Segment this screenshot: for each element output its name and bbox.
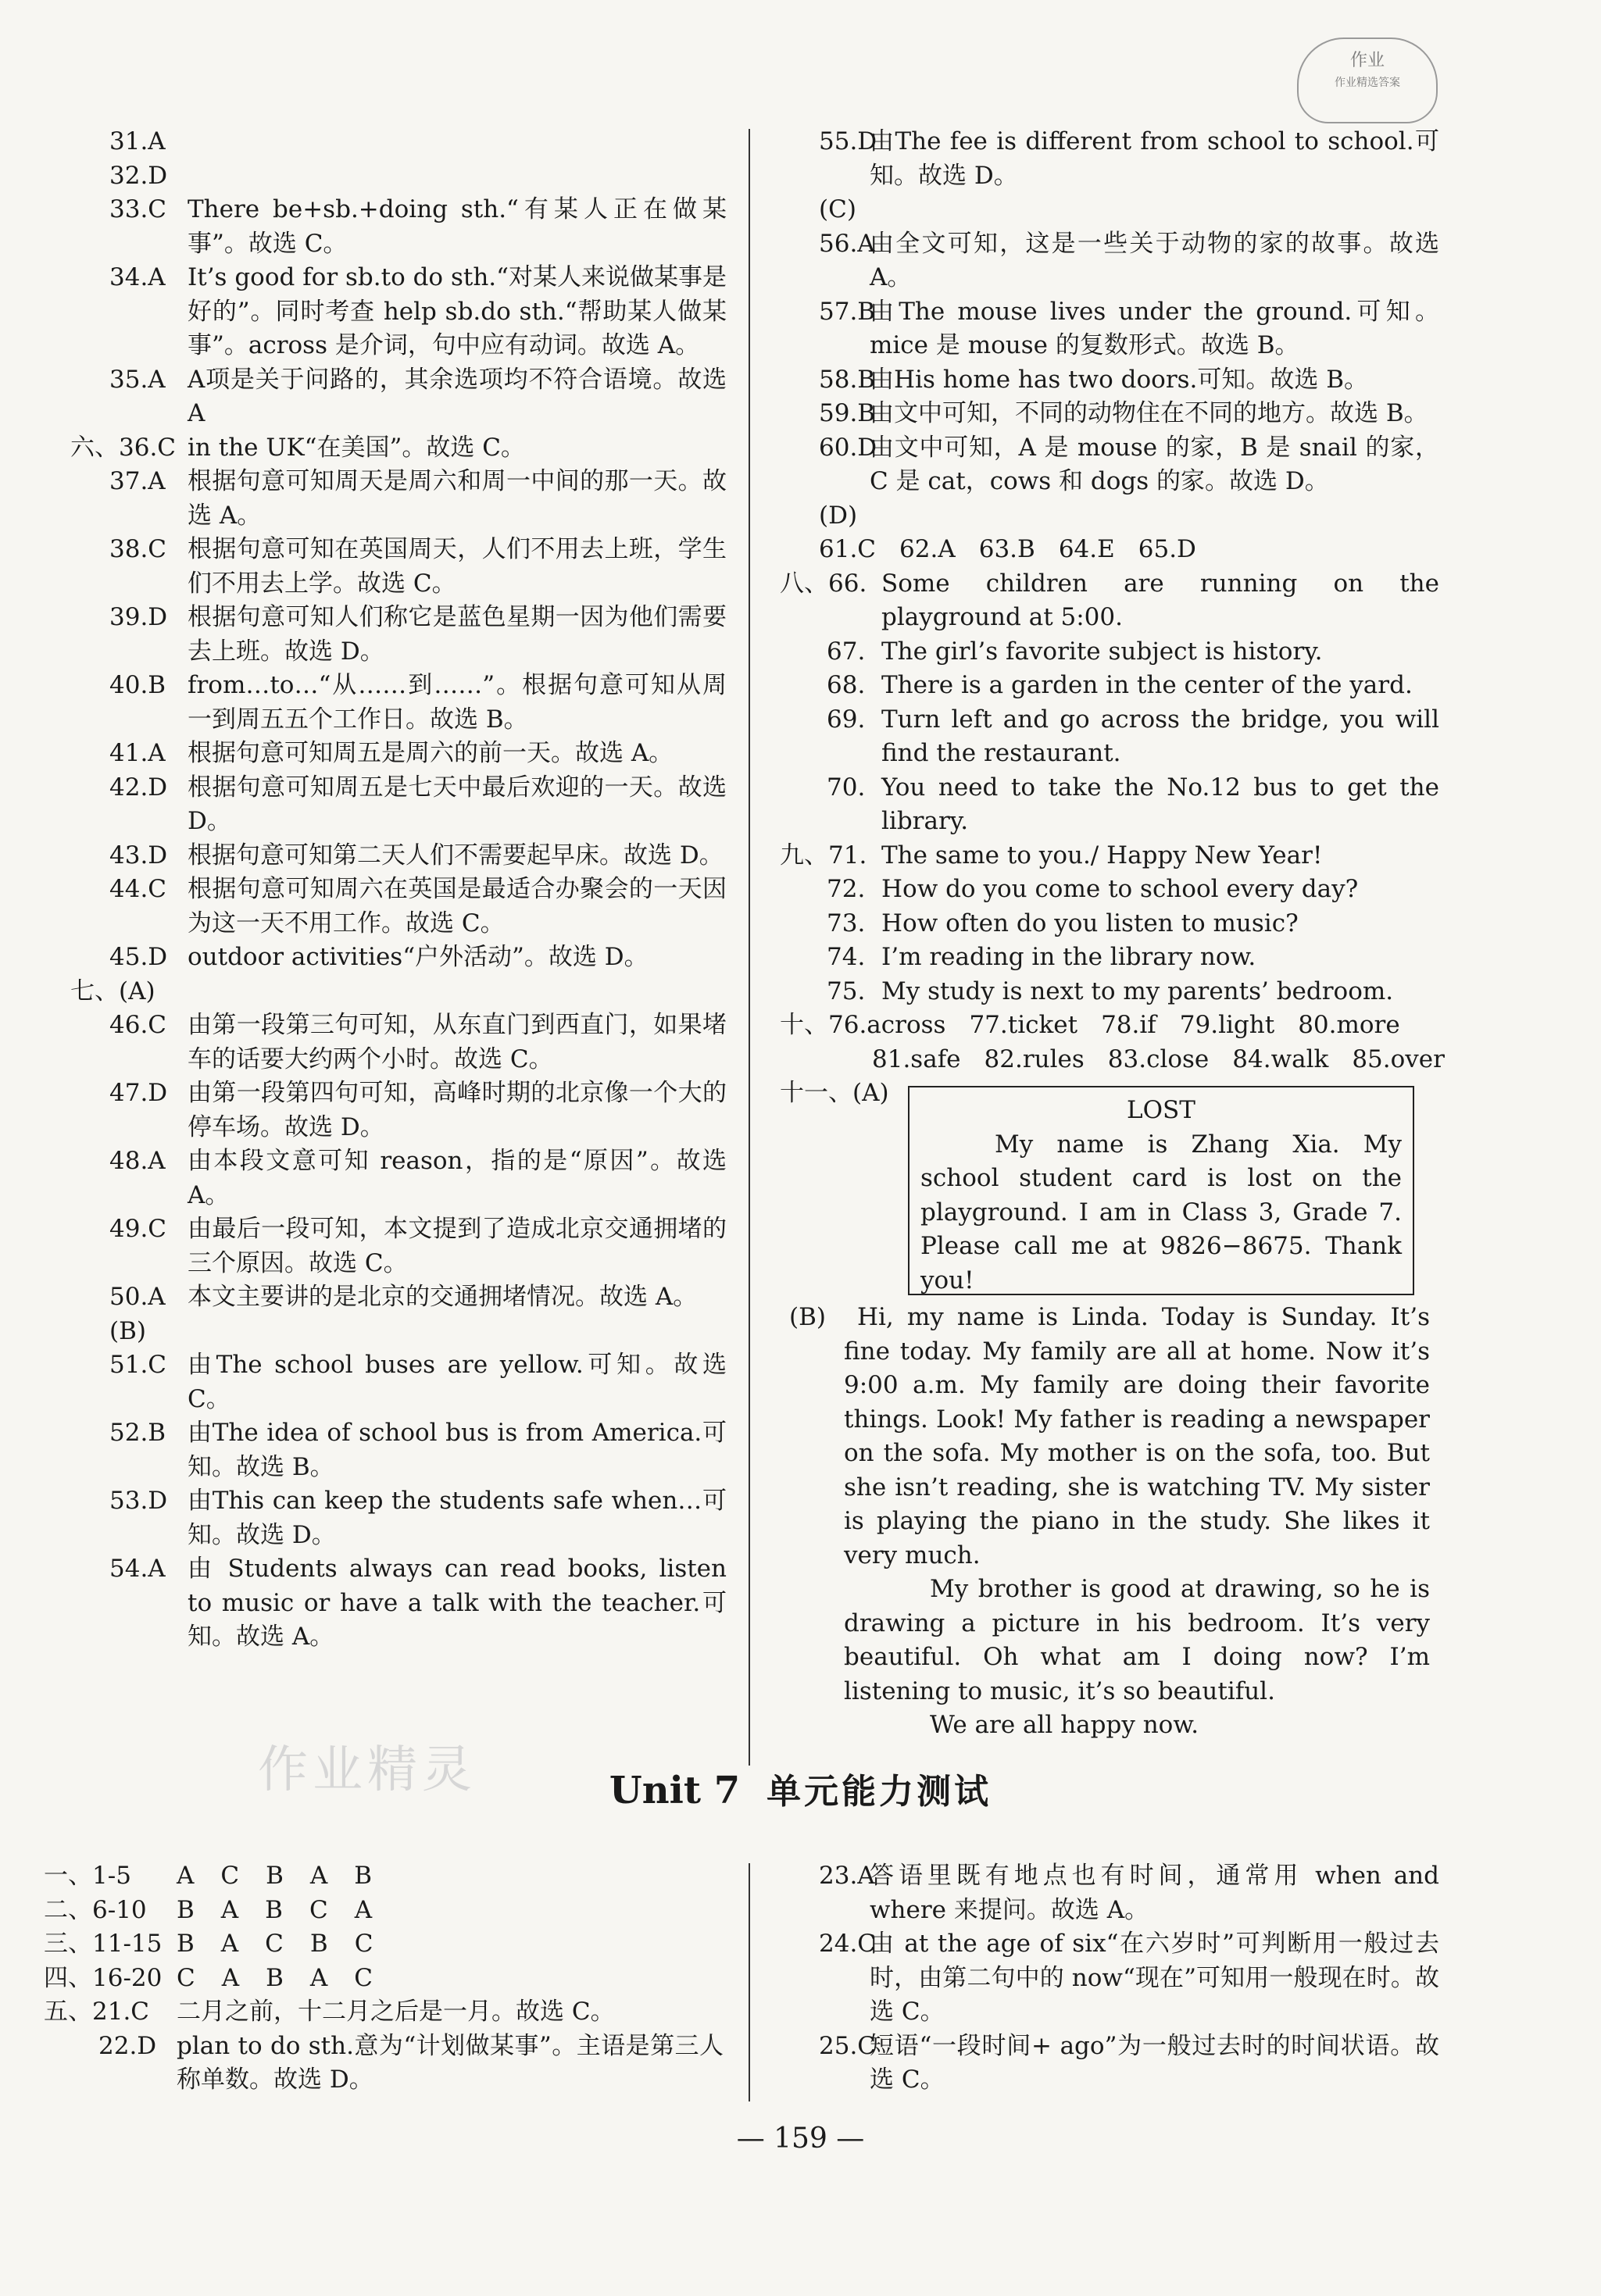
answer-explanation: 由The idea of school bus is from America.可知。故选 B。: [188, 1419, 727, 1481]
bottom-left-items: [44, 1995, 724, 2098]
mc-answer-row: [44, 1859, 724, 1894]
answer-number: 55.D: [819, 127, 877, 155]
answer-explanation: 由最后一段可知，本文提到了造成北京交通拥堵的三个原因。故选 C。: [188, 1215, 727, 1277]
answer-number: 49.C: [109, 1215, 167, 1243]
mc-letter: B: [309, 1930, 328, 1958]
mc-row-letters: [177, 1859, 398, 1894]
answer-explanation: 由This can keep the students safe when…可知。故选 D。: [188, 1487, 727, 1549]
answer-number: 25.C: [819, 2031, 877, 2060]
section-9: [780, 839, 1439, 1009]
section-8: [780, 567, 1439, 839]
answer-number: 59.B: [819, 399, 876, 427]
inline-answer: 85.over: [1352, 1044, 1445, 1073]
answer-number: 31.A: [109, 127, 166, 155]
inline-answer: 78.if: [1101, 1011, 1156, 1039]
mc-letter: B: [177, 1930, 195, 1958]
answer-explanation: 本文主要讲的是北京的交通拥堵情况。故选 A。: [188, 1283, 698, 1311]
answer-item: [780, 499, 1439, 534]
answer-explanation: 答语里既有地点也有时间，通常用 when and where 来提问。故选 A。: [870, 1862, 1439, 1924]
answer-item: [70, 771, 727, 839]
mc-letter: C: [354, 1930, 373, 1958]
answer-item: [70, 1416, 727, 1484]
answer-explanation: 由全文可知，这是一些关于动物的家的故事。故选 A。: [870, 229, 1439, 291]
answer-item: [780, 771, 1439, 839]
mc-letter: B: [354, 1862, 373, 1890]
answer-explanation: There is a garden in the center of the yard.: [881, 671, 1413, 699]
answer-explanation: Some children are running on the playground at 5:00.: [881, 569, 1439, 631]
answer-item: [780, 567, 1439, 635]
answer-explanation: The same to you./ Happy New Year!: [881, 841, 1323, 869]
inline-answer: 77.ticket: [969, 1011, 1078, 1039]
answer-number: 六、36.C: [70, 433, 177, 462]
unit-title: [0, 1767, 1601, 1816]
answer-item: [70, 1280, 727, 1315]
inline-answer: 79.light: [1179, 1011, 1275, 1039]
unit-title-en: Unit 7: [609, 1769, 741, 1812]
answer-item: [70, 737, 727, 771]
answer-explanation: I’m reading in the library now.: [881, 943, 1256, 971]
column-divider: [749, 129, 750, 1766]
answer-item: [44, 1995, 724, 2030]
answer-number: 40.B: [109, 671, 166, 699]
answer-item: [44, 2030, 724, 2098]
answer-number: 33.C: [109, 195, 167, 223]
mc-letter: B: [266, 1963, 284, 1992]
inline-answer: 62.A: [899, 535, 956, 563]
lost-notice: [908, 1086, 1414, 1295]
answer-number: 50.A: [109, 1283, 166, 1311]
inline-answer: 64.E: [1058, 535, 1115, 563]
mc-letter: B: [265, 1895, 283, 1924]
passage-b: [789, 1301, 1430, 1743]
answer-item: [70, 1144, 727, 1212]
answer-explanation: You need to take the No.12 bus to get the library.: [881, 773, 1439, 835]
answer-number: 42.D: [109, 773, 168, 802]
answer-item: [70, 1484, 727, 1552]
answer-item: [70, 1552, 727, 1655]
answer-explanation: 由His home has two doors.可知。故选 B。: [870, 365, 1369, 394]
answer-number: 47.D: [109, 1079, 168, 1107]
answer-number: 24.C: [819, 1930, 877, 1958]
answer-number: 52.B: [109, 1419, 166, 1447]
inline-answer: 81.safe: [872, 1044, 961, 1073]
inline-answer: 63.B: [978, 535, 1035, 563]
lost-notice-title: LOST: [1127, 1096, 1195, 1124]
answer-explanation: How often do you listen to music?: [881, 909, 1299, 937]
answer-item: [70, 1315, 727, 1349]
answer-item: [780, 873, 1439, 907]
answer-number: 46.C: [109, 1011, 167, 1039]
answer-number: 32.D: [109, 161, 168, 190]
watermark: 作业精灵: [258, 1741, 477, 1799]
stamp-subtitle: 作业精选答案: [1335, 77, 1400, 89]
answer-number: 56.A: [819, 229, 875, 258]
answer-number: 39.D: [109, 603, 168, 631]
answer-item: [70, 601, 727, 669]
answer-explanation: 根据句意可知在英国周天，人们不用去上班，学生们不用去上学。故选 C。: [188, 535, 727, 598]
answer-number: 五、21.C: [44, 1998, 150, 2026]
answer-item: [780, 431, 1439, 499]
answer-number: 75.: [827, 977, 866, 1005]
answer-number: 67.: [827, 637, 866, 666]
answer-item: [70, 533, 727, 601]
answer-number: 72.: [827, 875, 866, 903]
answer-item: [70, 465, 727, 533]
answer-item: [780, 669, 1439, 703]
answer-item: [780, 703, 1439, 771]
mc-letter: A: [177, 1862, 195, 1890]
answer-explanation: 根据句意可知周天是周六和周一中间的那一天。故选 A。: [188, 467, 727, 530]
answer-number: 35.A: [109, 365, 166, 394]
answer-number: 34.A: [109, 263, 166, 291]
inline-answer: 83.close: [1107, 1044, 1210, 1073]
answer-item: [70, 363, 727, 431]
right-items: [780, 125, 1439, 533]
answer-number: 37.A: [109, 467, 166, 495]
stamp-title: 作业: [1349, 51, 1385, 70]
answer-number: 69.: [827, 705, 866, 734]
answer-item: [70, 431, 727, 466]
answer-number: 60.D: [819, 433, 877, 462]
answer-number: 22.D: [98, 2031, 157, 2060]
answer-item: [780, 125, 1439, 193]
mc-row-letters: [177, 1894, 398, 1928]
left-answer-column: [70, 125, 727, 1655]
answer-explanation: Turn left and go across the bridge, you will find the restaurant.: [881, 705, 1439, 767]
answer-explanation: plan to do sth.意为“计划做某事”。主语是第三人称单数。故选 D。: [177, 2031, 724, 2094]
answer-number: 68.: [827, 671, 866, 699]
answer-item: [780, 941, 1439, 975]
answer-explanation: in the UK“在美国”。故选 C。: [188, 433, 525, 462]
answer-explanation: 由本段文意可知 reason，指的是“原因”。故选 A。: [188, 1147, 727, 1209]
mc-row-label: 二、6-10: [44, 1895, 147, 1924]
answer-explanation: There be+sb.+doing sth.“有某人正在做某事”。故选 C。: [188, 195, 727, 258]
answer-number: (B): [109, 1316, 146, 1345]
answer-explanation: How do you come to school every day?: [881, 875, 1359, 903]
answer-item: [70, 873, 727, 941]
bottom-right-column: [780, 1859, 1439, 2098]
answer-item: [70, 975, 727, 1009]
mc-letter: C: [309, 1895, 328, 1924]
answer-explanation: 由The mouse lives under the ground.可知。mice 是 mouse 的复数形式。故选 B。: [870, 297, 1439, 359]
mc-letter: B: [177, 1895, 195, 1924]
mc-answer-row: [44, 1927, 724, 1962]
passage-b-text1: Hi, my name is Linda. Today is Sunday. It’s fine today. My family are all at home. Now it’s 9:00 a.m. My family are doing their favorite things. Look! My father is reading a newspaper on the sofa. My mother is on the sofa, too. But she isn’t reading, she is watching TV. My sister is playing the piano in the study. She likes it very much.: [844, 1303, 1430, 1569]
passage-b-p2: My brother is good at drawing, so he is drawing a picture in his bedroom. It’s very beautiful. Oh what am I doing now? I’m listening to music, it’s so beautiful.: [844, 1575, 1430, 1705]
answer-number: (D): [819, 501, 858, 530]
answer-item: [70, 1348, 727, 1416]
answer-number: 43.D: [109, 841, 168, 869]
answer-explanation: 由 Students always can read books, listen to music or have a talk with the teacher.可知。故选 A。: [188, 1555, 727, 1651]
mc-letter: A: [309, 1862, 328, 1890]
mc-letter: C: [354, 1963, 373, 1992]
section-10-row2: [780, 1043, 1445, 1077]
answer-item: [70, 669, 727, 737]
column-divider-bottom: [749, 1863, 750, 2101]
answer-number: 45.D: [109, 943, 168, 971]
answer-explanation: 根据句意可知第二天人们不需要起早床。故选 D。: [188, 841, 724, 869]
answer-item: [780, 295, 1439, 363]
answer-explanation: 根据句意可知周五是七天中最后欢迎的一天。故选 D。: [188, 773, 727, 835]
answer-explanation: 由The fee is different from school to school.可知。故选 D。: [870, 127, 1439, 190]
answer-item: [70, 1077, 727, 1144]
answer-number: 48.A: [109, 1147, 166, 1175]
answer-item: [780, 1859, 1439, 1927]
mc-letter: B: [266, 1862, 284, 1890]
unit-title-cn: 单元能力测试: [767, 1772, 992, 1812]
answer-item: [70, 261, 727, 363]
answer-item: [780, 1927, 1439, 2030]
stamp-logo: [1297, 37, 1438, 123]
inline-answer: 80.more: [1298, 1011, 1400, 1039]
section-10-row1: [780, 1009, 1439, 1043]
answer-explanation: 由The school buses are yellow.可知。故选 C。: [188, 1351, 727, 1413]
answer-item: [780, 363, 1439, 398]
mc-letter: C: [177, 1963, 195, 1992]
mc-letter: C: [220, 1862, 240, 1890]
answer-number: 44.C: [109, 875, 167, 903]
answer-item: [70, 1009, 727, 1077]
mc-answer-row: [44, 1894, 724, 1928]
mc-row-letters: [177, 1962, 399, 1996]
answers-61-65: [780, 533, 1439, 567]
answer-number: 八、66.: [780, 569, 867, 598]
answer-item: [70, 193, 727, 261]
mc-letter: C: [265, 1930, 284, 1958]
answer-number: 74.: [827, 943, 866, 971]
answer-item: [70, 159, 727, 194]
answer-item: [780, 975, 1439, 1009]
answer-explanation: from…to…“从……到……”。根据句意可知从周一到周五五个工作日。故选 B。: [188, 671, 727, 734]
section-11-label: 十一、(A): [780, 1079, 889, 1107]
answer-explanation: A项是关于问路的，其余选项均不符合语境。故选 A: [188, 365, 727, 427]
answer-number: 九、71.: [780, 841, 867, 869]
answer-explanation: The girl’s favorite subject is history.: [881, 637, 1323, 666]
inline-answer: 十、76.across: [780, 1011, 946, 1039]
answer-explanation: 由第一段第三句可知，从东直门到西直门，如果堵车的话要大约两个小时。故选 C。: [188, 1011, 727, 1073]
answer-number: 58.B: [819, 365, 876, 394]
answer-number: (C): [819, 195, 856, 223]
right-answer-column: [780, 125, 1445, 1111]
mc-letter: A: [221, 1963, 240, 1992]
answer-number: 七、(A): [70, 977, 155, 1005]
mc-letter: A: [354, 1895, 373, 1924]
mc-row-label: 三、11-15: [44, 1930, 163, 1958]
inline-answer: 82.rules: [984, 1044, 1085, 1073]
bottom-left-column: [44, 1859, 724, 2098]
answer-number: 73.: [827, 909, 866, 937]
inline-answer: 65.D: [1138, 535, 1196, 563]
answer-explanation: 短语“一段时间+ ago”为一般过去时的时间状语。故选 C。: [870, 2031, 1439, 2094]
page-number: — 159 —: [736, 2123, 865, 2155]
passage-b-label: (B): [789, 1303, 826, 1331]
answer-explanation: outdoor activities“户外活动”。故选 D。: [188, 943, 649, 971]
inline-answer: 84.walk: [1232, 1044, 1329, 1073]
answer-explanation: My study is next to my parents’ bedroom.: [881, 977, 1394, 1005]
answer-explanation: 由 at the age of six“在六岁时”可判断用一般过去时，由第二句中的 now“现在”可知用一般现在时。故选 C。: [870, 1930, 1439, 2026]
answer-item: [780, 839, 1439, 873]
answer-number: 70.: [827, 773, 866, 802]
answer-item: [70, 941, 727, 975]
mc-letter: A: [309, 1963, 328, 1992]
answer-number: 23.A: [819, 1862, 875, 1890]
answer-number: 53.D: [109, 1487, 168, 1515]
answer-item: [780, 397, 1439, 431]
answer-number: 38.C: [109, 535, 167, 563]
mc-row-letters: [177, 1927, 399, 1962]
lost-notice-body: My name is Zhang Xia. My school student card is lost on the playground. I am in Class 3, Grade 7. Please call me at 9826−8675. Thank you!: [920, 1130, 1402, 1294]
answer-item: [780, 2030, 1439, 2098]
answer-number: 54.A: [109, 1555, 166, 1583]
answer-explanation: 由文中可知，A 是 mouse 的家，B 是 snail 的家，C 是 cat，cows 和 dogs 的家。故选 D。: [870, 433, 1439, 495]
answer-explanation: 二月之前，十二月之后是一月。故选 C。: [177, 1998, 615, 2026]
answer-explanation: 由文中可知，不同的动物住在不同的地方。故选 B。: [870, 399, 1428, 427]
passage-b-p1: [789, 1301, 1430, 1573]
inline-answer: 61.C: [819, 535, 877, 563]
mc-answer-row: [44, 1962, 724, 1996]
answer-explanation: 根据句意可知周六在英国是最适合办聚会的一天因为这一天不用工作。故选 C。: [188, 875, 727, 937]
mc-row-label: 一、1-5: [44, 1862, 131, 1890]
answer-item: [70, 1212, 727, 1280]
answer-item: [780, 907, 1439, 941]
answer-item: [780, 227, 1439, 295]
mc-letter: A: [220, 1895, 239, 1924]
answer-number: 41.A: [109, 739, 166, 767]
answer-item: [780, 635, 1439, 670]
answer-explanation: 由第一段第四句可知，高峰时期的北京像一个大的停车场。故选 D。: [188, 1079, 727, 1141]
answer-explanation: 根据句意可知人们称它是蓝色星期一因为他们需要去上班。故选 D。: [188, 603, 727, 666]
mc-letter: A: [220, 1930, 239, 1958]
answer-explanation: 根据句意可知周五是周六的前一天。故选 A。: [188, 739, 674, 767]
answer-number: 51.C: [109, 1351, 167, 1379]
answer-item: [780, 193, 1439, 227]
answer-item: [70, 839, 727, 873]
passage-b-p3: We are all happy now.: [930, 1711, 1199, 1739]
answer-number: 57.B: [819, 297, 876, 326]
mc-row-label: 四、16-20: [44, 1963, 163, 1992]
answer-item: [70, 125, 727, 159]
answer-explanation: It’s good for sb.to do sth.“对某人来说做某事是好的”。同时考查 help sb.do sth.“帮助某人做某事”。across 是介词，句中应有动词。故选 A。: [188, 263, 727, 359]
